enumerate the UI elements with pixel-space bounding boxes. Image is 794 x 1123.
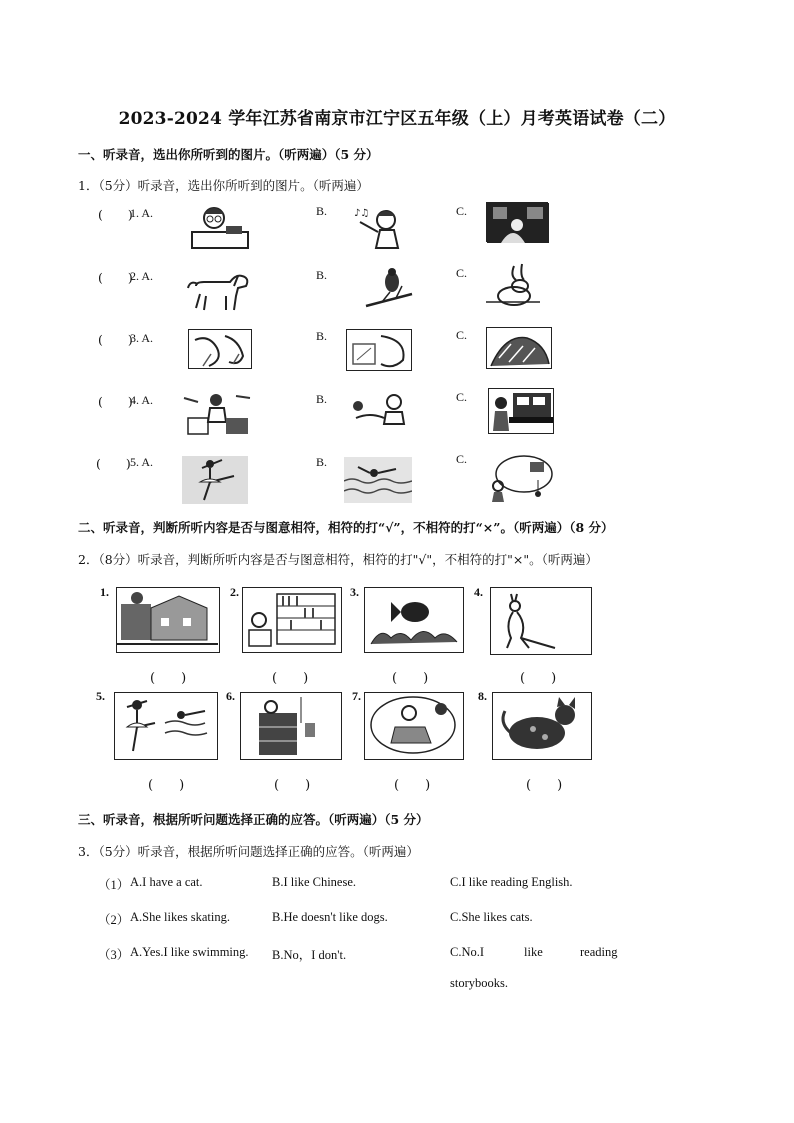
grid-answer-8: ( ) [526,778,563,793]
grid-picture-1-town [116,587,220,653]
item3-option-a: A.Yes.I like swimming. [130,945,249,959]
item3-option-c-part3: reading [580,945,618,959]
page-title: 2023-2024 学年江苏省南京市江宁区五年级（上）月考英语试卷（二） [118,109,676,129]
option-label-4c: C. [456,390,468,404]
grid-picture-4-kangaroo [490,587,592,655]
picture-3c [486,327,552,369]
item-number-3: （3） [98,948,130,962]
item3-option-c-part1: C.No.I [450,945,485,959]
grid-answer-2: ( ) [272,671,309,686]
option-label-2b: B. [316,268,328,282]
grid-number-8: 8. [478,689,487,703]
section3-header: 三、听录音，根据所听问题选择正确的应答。（听两遍）（5 分） [78,812,429,827]
picture-2a-dog [186,264,252,314]
option-label-5a: 5. A. [130,455,154,469]
picture-2b-bird [362,266,414,314]
option-label-2a: 2. A. [130,269,154,283]
item2-option-c: C.She likes cats. [450,910,533,924]
grid-number-4: 4. [474,585,483,599]
grid-answer-6: ( ) [274,778,311,793]
option-label-1b: B. [316,204,328,218]
item3-option-c-part4: storybooks. [450,976,508,990]
option-label-1a: 1. A. [130,206,154,220]
picture-4a [180,388,254,438]
picture-3b [346,329,412,371]
grid-number-5: 5. [96,689,105,703]
grid-picture-8-cat [492,692,592,760]
option-label-3c: C. [456,328,468,342]
answer-paren-2: ( ) [98,270,133,285]
question1-text: 1．（5分）听录音，选出你所听到的图片。（听两遍） [78,178,369,193]
option-label-3b: B. [316,329,328,343]
picture-1b [350,202,408,250]
item2-option-b: B.He doesn't like dogs. [272,910,388,924]
grid-answer-4: ( ) [520,671,557,686]
grid-answer-3: ( ) [392,671,429,686]
grid-picture-2-library [242,587,342,653]
grid-number-1: 1. [100,585,109,599]
grid-number-7: 7. [352,689,361,703]
item1-option-a: A.I have a cat. [130,875,203,889]
answer-paren-4: ( ) [98,394,133,409]
picture-4c-piano [488,388,554,434]
option-label-4b: B. [316,392,328,406]
section1-header: 一、听录音，选出你所听到的图片。（听两遍）（5 分） [78,147,379,162]
option-label-2c: C. [456,266,468,280]
picture-5c [484,452,554,502]
item-number-2: （2） [98,913,130,927]
option-label-1c: C. [456,204,468,218]
answer-paren-3: ( ) [98,332,133,347]
picture-4b [346,390,412,434]
picture-5a-ballet [182,456,248,504]
grid-answer-7: ( ) [394,778,431,793]
grid-number-6: 6. [226,689,235,703]
picture-1a [186,202,250,250]
picture-3a [188,329,252,369]
picture-5b-swim [344,457,412,503]
item-number-1: （1） [98,878,130,892]
answer-paren-1: ( ) [98,207,133,222]
picture-1c [486,202,548,242]
question3-text: 3．（5分）听录音，根据所听问题选择正确的应答。（听两遍） [78,844,419,859]
grid-picture-3-goldfish [364,587,464,653]
grid-answer-1: ( ) [150,671,187,686]
option-label-5b: B. [316,455,328,469]
grid-answer-5: ( ) [148,778,185,793]
item1-option-b: B.I like Chinese. [272,875,357,889]
grid-number-3: 3. [350,585,359,599]
picture-2c-rabbit [484,262,542,308]
option-label-3a: 3. A. [130,331,154,345]
grid-picture-7 [364,692,464,760]
grid-picture-6-shelf [240,692,342,760]
item1-option-c: C.I like reading English. [450,875,573,889]
option-label-4a: 4. A. [130,393,154,407]
section2-header: 二、听录音，判断所听内容是否与图意相符，相符的打“√”，不相符的打“×”。（听两遍）（8 分） [78,520,614,535]
item3-option-c-part2: like [524,945,543,959]
item3-option-b: B.No，I don't. [272,948,347,962]
option-label-5c: C. [456,452,468,466]
svg-text:♪♫: ♪♫ [354,208,370,219]
answer-paren-5: ( ) [96,456,131,471]
item2-option-a: A.She likes skating. [130,910,230,924]
grid-picture-5-ballet-swim [114,692,218,760]
grid-number-2: 2. [230,585,239,599]
question2-text: 2．（8分）听录音，判断所听内容是否与图意相符，相符的打"√"，不相符的打"×"。（听两遍） [78,552,598,567]
